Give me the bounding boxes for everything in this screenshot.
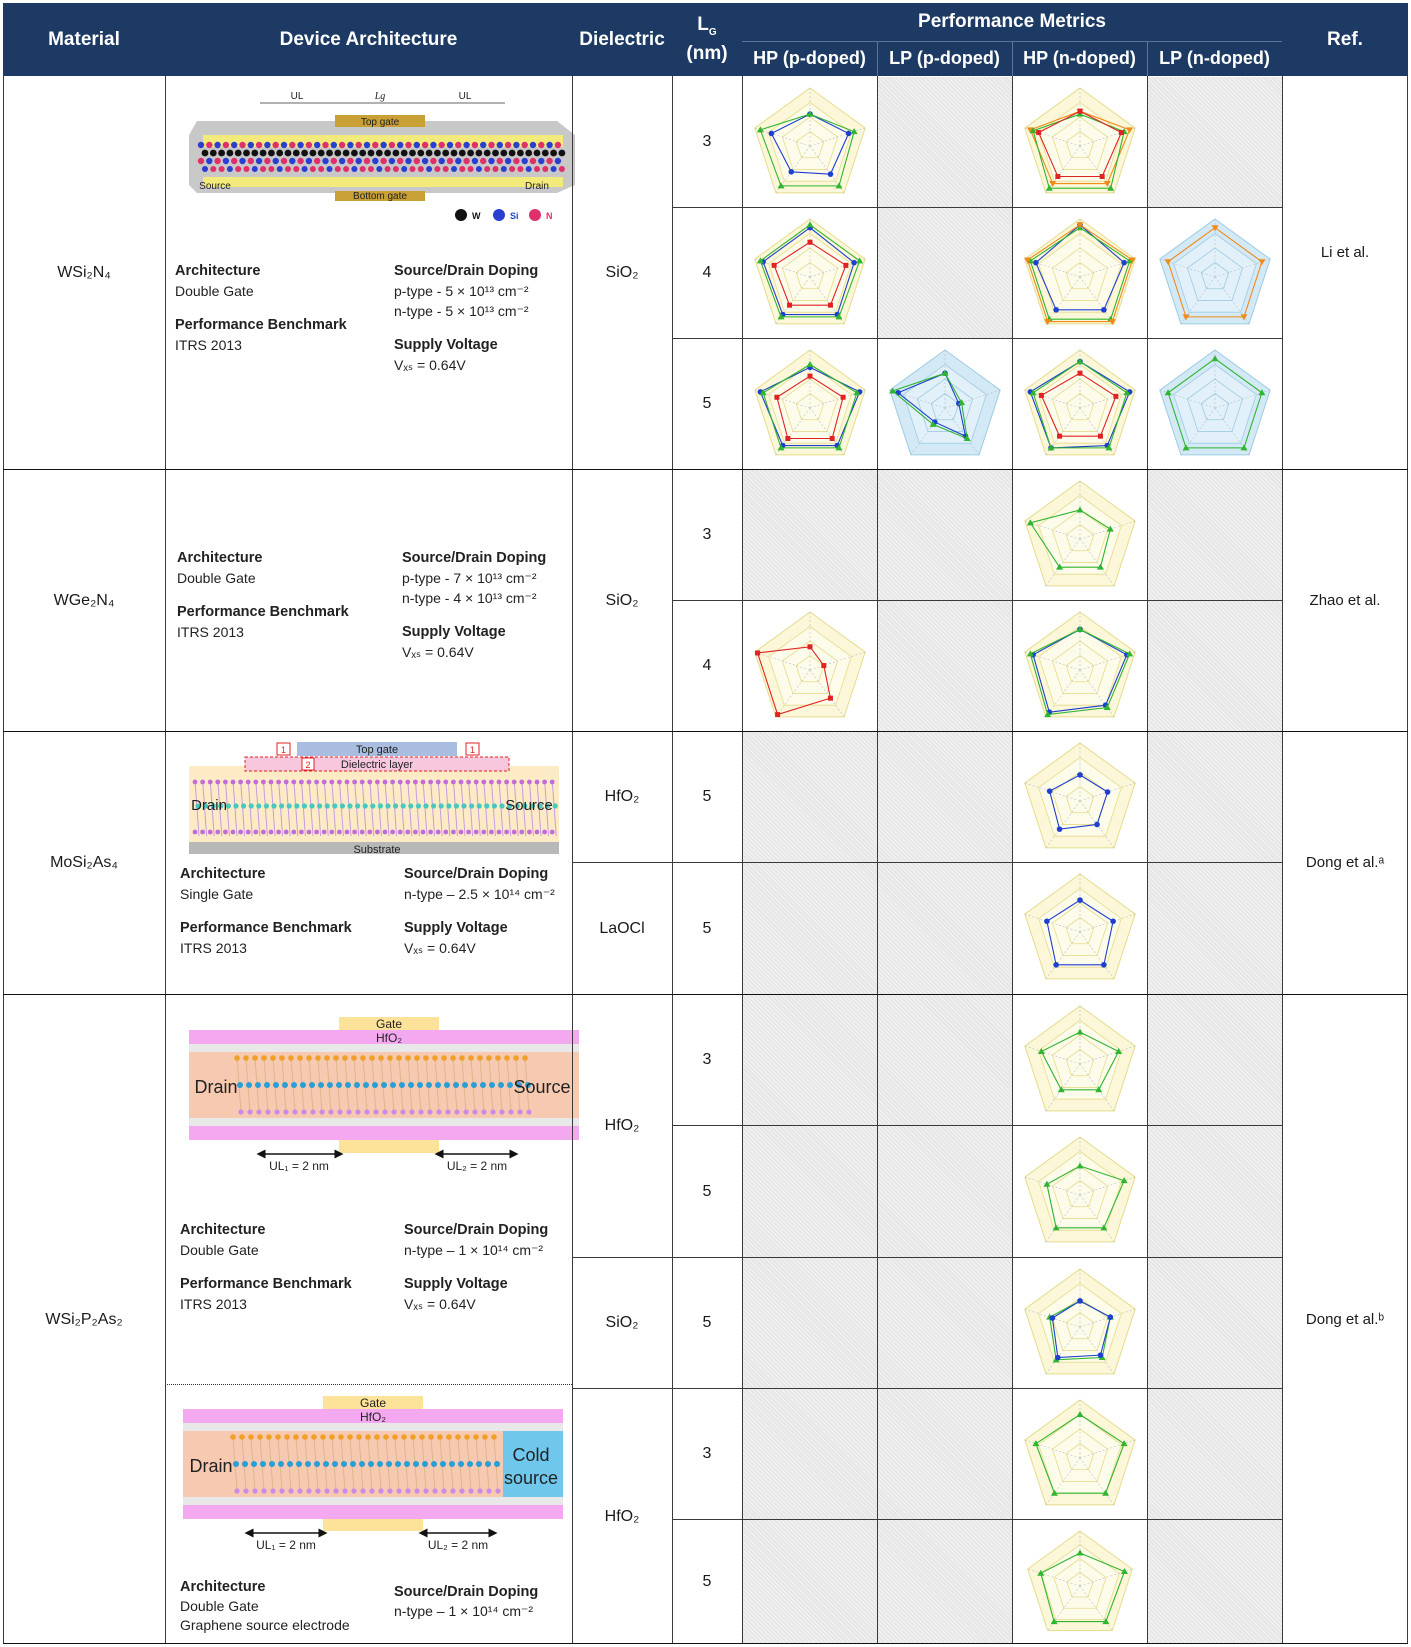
radar-marker [1077,1298,1083,1304]
dielectric-hfo2: HfO₂ [604,1507,640,1525]
benchmark-value: ITRS 2013 [177,624,244,640]
radar-r3 [745,211,875,335]
cold-label: Cold [512,1445,550,1465]
doping-heading: Source/Drain Doping [394,1584,539,1600]
lg-cell: 5 [702,919,712,937]
benchmark-heading: Performance Benchmark [175,317,347,333]
radar-marker [851,260,857,266]
radar-marker [1055,1355,1061,1361]
doping-n: n-type – 2.5 × 10¹⁴ cm⁻² [404,886,555,902]
radar-marker [1053,962,1059,968]
header-architecture: Device Architecture [165,3,572,76]
info-doping-wsi2n4 [394,261,569,375]
dielectric-layer-label: Dielectric layer [340,759,414,771]
radar-r8 [1015,342,1145,466]
radar-marker [775,712,780,717]
benchmark-heading: Performance Benchmark [180,1276,352,1292]
supply-value: Vₓₛ = 0.64V [404,1296,476,1312]
info-arch-wsi2n4 [175,261,375,355]
radar-marker [1036,130,1041,135]
header-lg-symbol: L [697,13,709,35]
radar-marker [1057,434,1062,439]
header-lg-sub: G [708,26,717,38]
dielectric-wsi2n4: SiO₂ [605,264,639,281]
material-mosi2as4: MoSi₂As₄ [50,854,118,871]
atom-si-legend [493,209,505,221]
arch-value: Double Gate [175,283,254,299]
radar-marker [1053,307,1059,313]
ul1-label: UL₁ = 2 nm [269,1159,329,1173]
lg-cell: 5 [702,788,712,805]
radar-marker [785,436,790,441]
arch-heading: Architecture [175,263,261,279]
ul1-label: UL₁ = 2 nm [256,1538,316,1552]
radar-marker [1105,789,1111,795]
radar-r4 [1015,211,1145,335]
doping-heading: Source/Drain Doping [394,263,539,279]
radar-r1 [745,80,875,204]
radar-marker [1110,918,1116,924]
device-diagram-wsi2p2as2 [189,1012,584,1177]
radar-r2 [1015,80,1145,204]
info-arch-wsi2p2as2 [180,1220,380,1314]
radar-r11 [745,604,875,728]
drain-label: Drain [525,181,549,192]
drain-label: Drain [194,1077,238,1097]
header-lp-n: LP (n-doped) [1147,41,1282,76]
hfo2-label: HfO₂ [376,1031,402,1045]
header-lg [672,3,742,76]
radar-marker [1047,788,1053,794]
lg-cell: 4 [702,657,712,674]
doping-n: n-type - 4 × 10¹³ cm⁻² [402,590,537,606]
arch-value: Double Gate [177,570,256,586]
legend-w: W [472,211,481,221]
arch-heading: Architecture [180,1579,266,1595]
radar-marker [808,644,813,649]
radar-r7 [880,342,1010,466]
info-doping-wge2n4 [402,548,572,662]
top-gate-label: Top gate [360,117,400,128]
material-wsi2p2as2: WSi₂P₂As₂ [45,1310,123,1328]
comparison-table [3,3,1408,1644]
radar-r6 [745,342,875,466]
dielectric-wge2n4: SiO₂ [605,591,639,609]
device-diagram-wsi2n4 [185,85,580,225]
ref-dong-a: Dong et al.ᵃ [1305,854,1385,871]
lg-cell: 5 [702,1182,712,1200]
doping-heading: Source/Drain Doping [402,550,547,566]
doping-n: n-type - 5 × 10¹³ cm⁻² [394,303,529,319]
substrate-label: Substrate [353,844,401,856]
legend-n: N [546,211,553,221]
arch-value: Double Gate [180,1598,259,1614]
source-label: Source [505,797,553,814]
radar-marker [1098,1352,1104,1358]
hfo2-label: HfO₂ [360,1410,386,1424]
lg-cell: 3 [702,133,712,150]
doping-p: p-type - 7 × 10¹³ cm⁻² [402,570,537,586]
radar-marker [1101,307,1107,313]
gate-label: Gate [375,1017,403,1031]
radar-marker [808,374,813,379]
radar-marker [788,169,794,175]
arch-heading: Architecture [180,866,266,882]
supply-value: Vₓₛ = 0.64V [402,644,474,660]
cold-source-label: source [503,1468,559,1488]
radar-marker [1055,174,1060,179]
ul-label: UL [458,91,472,102]
info-doping-cold-source [394,1583,569,1621]
radar-marker [1039,393,1044,398]
top-gate-label: Top gate [355,744,399,756]
ref-li: Li et al. [1320,244,1370,261]
material-wge2n4: WGe₂N₄ [53,591,115,609]
radar-marker [1098,434,1103,439]
info-arch-wge2n4 [177,548,377,642]
lg-cell: 3 [702,1051,712,1068]
supply-heading: Supply Voltage [404,920,508,936]
radar-r15 [1015,998,1145,1122]
benchmark-heading: Performance Benchmark [177,604,349,620]
radar-marker [1077,897,1083,903]
radar-marker [828,303,833,308]
lg-cell: 5 [702,1573,712,1590]
doping-n: n-type – 1 × 10¹⁴ cm⁻² [394,1603,534,1619]
lg-cell: 5 [702,395,712,412]
radar-marker [787,303,792,308]
radar-r16 [1015,1129,1145,1253]
radar-marker [1121,260,1127,266]
lg-label: Lg [374,91,386,102]
device-diagram-mosi2as4 [189,740,564,858]
benchmark-heading: Performance Benchmark [180,920,352,936]
device-diagram-cold-source [183,1394,568,1554]
radar-marker [755,650,760,655]
radar-marker [1100,174,1105,179]
ref-dong-b: Dong et al.ᵇ [1305,1310,1385,1328]
radar-r14 [1015,866,1145,990]
benchmark-value: ITRS 2013 [180,1296,247,1312]
info-arch-mosi2as4 [180,864,380,958]
radar-marker [1094,822,1100,828]
radar-marker [895,390,901,396]
info-arch-cold-source [180,1578,390,1635]
header-dielectric: Dielectric [572,3,672,76]
radar-marker [828,696,833,701]
atom-w-legend [455,209,467,221]
header-ref: Ref. [1282,3,1408,76]
supply-heading: Supply Voltage [404,1276,508,1292]
header-material: Material [3,3,165,76]
lg-cell: 3 [702,526,712,543]
atom-n-legend [529,209,541,221]
supply-value: Vₓₛ = 0.64V [394,357,466,373]
radar-marker [769,131,775,137]
radar-marker [841,395,846,400]
gate-label: Gate [359,1396,387,1410]
radar-marker [1108,1314,1114,1320]
radar-marker [1113,394,1118,399]
doping-p: p-type - 5 × 10¹³ cm⁻² [394,283,529,299]
radar-marker [1077,772,1083,778]
benchmark-value: ITRS 2013 [180,940,247,956]
radar-marker [1044,918,1050,924]
radar-r10 [1015,473,1145,597]
doping-n: n-type – 1 × 10¹⁴ cm⁻² [404,1242,544,1258]
header-hp-n: HP (n-doped) [1012,41,1147,76]
supply-value: Vₓₛ = 0.64V [404,940,476,956]
ul2-label: UL₂ = 2 nm [427,1538,489,1552]
supply-heading: Supply Voltage [402,624,506,640]
doping-heading: Source/Drain Doping [404,1222,549,1238]
source-label: Source [513,1077,571,1097]
radar-marker [830,436,835,441]
radar-marker [846,131,852,137]
radar-r18 [1015,1392,1145,1516]
radar-r13 [1015,735,1145,859]
radar-marker [828,171,834,177]
info-doping-wsi2p2as2 [404,1220,572,1314]
arch-value: Double Gate [180,1242,259,1258]
drain-label: Drain [189,1456,233,1476]
header-performance: Performance Metrics [742,3,1282,41]
header-lg-unit: (nm) [686,43,728,65]
supply-heading: Supply Voltage [394,337,498,353]
radar-marker [1033,260,1039,266]
radar-marker [774,395,779,400]
header-hp-p: HP (p-doped) [742,41,877,76]
radar-r5 [1150,211,1280,335]
marker-2: 2 [305,760,311,770]
dielectric-hfo2: HfO₂ [604,1117,640,1134]
arch-heading: Architecture [177,550,263,566]
marker-1: 1 [280,745,287,755]
benchmark-value: ITRS 2013 [175,337,242,353]
radar-marker [1078,371,1083,376]
radar-marker [843,263,848,268]
radar-marker [1078,109,1083,114]
dielectric-laocl: LaOCl [599,919,645,937]
radar-marker [772,263,777,268]
marker-1: 1 [469,745,476,755]
radar-r17 [1015,1261,1145,1385]
arch-heading: Architecture [180,1222,266,1238]
lg-cell: 3 [702,1445,712,1462]
radar-marker [821,663,826,668]
arch-value: Single Gate [180,886,254,902]
radar-r12 [1015,604,1145,728]
drain-label: Drain [191,797,227,814]
bottom-gate-label: Bottom gate [353,191,407,202]
radar-marker [1050,1315,1056,1321]
lg-cell: 4 [702,264,712,281]
radar-marker [1101,962,1107,968]
doping-heading: Source/Drain Doping [404,866,549,882]
header-lp-p: LP (p-doped) [877,41,1012,76]
dielectric-sio2: SiO₂ [605,1314,639,1331]
radar-marker [808,240,813,245]
ul2-label: UL₂ = 2 nm [446,1159,508,1173]
electrode-value: Graphene source electrode [180,1617,350,1633]
info-doping-mosi2as4 [404,864,572,958]
lg-cell: 5 [702,1314,712,1331]
ul-label: UL [290,91,304,102]
ref-zhao: Zhao et al. [1309,591,1381,609]
dielectric-hfo2: HfO₂ [604,788,640,805]
radar-r19 [1015,1523,1145,1641]
radar-r9 [1150,342,1280,466]
material-wsi2n4: WSi₂N₄ [57,264,111,281]
legend-si: Si [510,211,519,221]
source-label: Source [199,181,231,192]
radar-marker [1057,826,1063,832]
radar-marker [1119,130,1124,135]
